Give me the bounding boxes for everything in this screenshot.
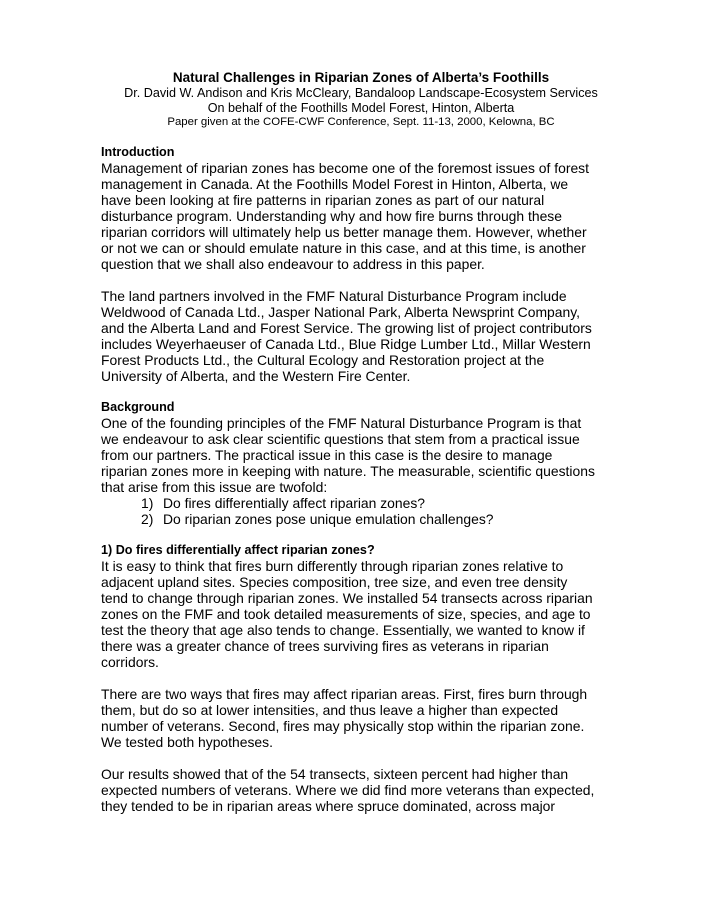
document-page [101,70,621,814]
list-item [101,511,621,527]
question-number: 1) [141,494,154,511]
question-text: Do riparian zones pose unique emulation challenges? [163,510,494,527]
introduction-paragraph-2: The land partners involved in the FMF Natural Disturbance Program include Weldwood of Canada Ltd., Jasper National Park, Alberta Newsprint Company, and the Alberta Land and Forest Service. The growing list of project contributors includes Weyerhaeuser of Canada Ltd., Blue Ridge Lumber Ltd., Millar Western Forest Products Ltd., the Cultural Ecology and Restoration project at the University of Alberta, and the Western Fire Center. [101,287,592,384]
section1-paragraph-1: It is easy to think that fires burn differently through riparian zones relative to adjacent upland sites. Species composition, tree size, and even tree density tend to change through riparian zones. We installed 54 transects across riparian zones on the FMF and took detailed measurements of size, species, and age to test the theory that age also tends to change. Essentially, we wanted to know if there was a greater chance of trees surviving fires as veterans in riparian corridors. [101,557,593,670]
section1-heading: 1) Do fires differentially affect riparian zones? [101,542,375,557]
introduction-heading: Introduction [101,144,175,159]
introduction-paragraph-1: Management of riparian zones has become one of the foremost issues of forest management in Canada. At the Foothills Model Forest in Hinton, Alberta, we have been looking at fire patterns in riparian zones as part of our natural disturbance program. Understanding why and how fire burns through these riparian corridors will ultimately help us better manage them. However, whether or not we can or should emulate nature in this case, and at this time, is another question that we shall also endeavour to address in this paper. [101,159,589,272]
paper-authors: Dr. David W. Andison and Kris McCleary, Bandaloop Landscape-Ecosystem Services [124,86,598,100]
question-number: 2) [141,510,154,527]
question-text: Do fires differentially affect riparian zones? [163,494,426,511]
section1-paragraph-3: Our results showed that of the 54 transects, sixteen percent had higher than expected numbers of veterans. Where we did find more veterans than expected, they tended to be in riparian areas where spruce dominated, across major [101,765,595,814]
paper-title: Natural Challenges in Riparian Zones of Alberta’s Foothills [172,70,550,85]
background-heading: Background [101,399,175,414]
section1-paragraph-2: There are two ways that fires may affect riparian areas. First, fires burn through them, but do so at lower intensities, and thus leave a higher than expected number of veterans. Second, fires may physically stop within the riparian zone. We tested both hypotheses. [101,685,588,750]
paper-affiliation: On behalf of the Foothills Model Forest, Hinton, Alberta [207,100,515,115]
background-paragraph-1: One of the founding principles of the FMF Natural Disturbance Program is that we endeavour to ask clear scientific questions that stem from a practical issue from our partners. The practical issue in this case is the desire to manage riparian zones more in keeping with nature. The measurable, scientific questions that arise from this issue are twofold: [101,414,595,495]
paper-header [89,70,633,130]
paper-conference: Paper given at the COFE-CWF Conference, Sept. 11-13, 2000, Kelowna, BC [167,116,555,128]
list-item [101,495,621,511]
questions-list [101,495,621,527]
